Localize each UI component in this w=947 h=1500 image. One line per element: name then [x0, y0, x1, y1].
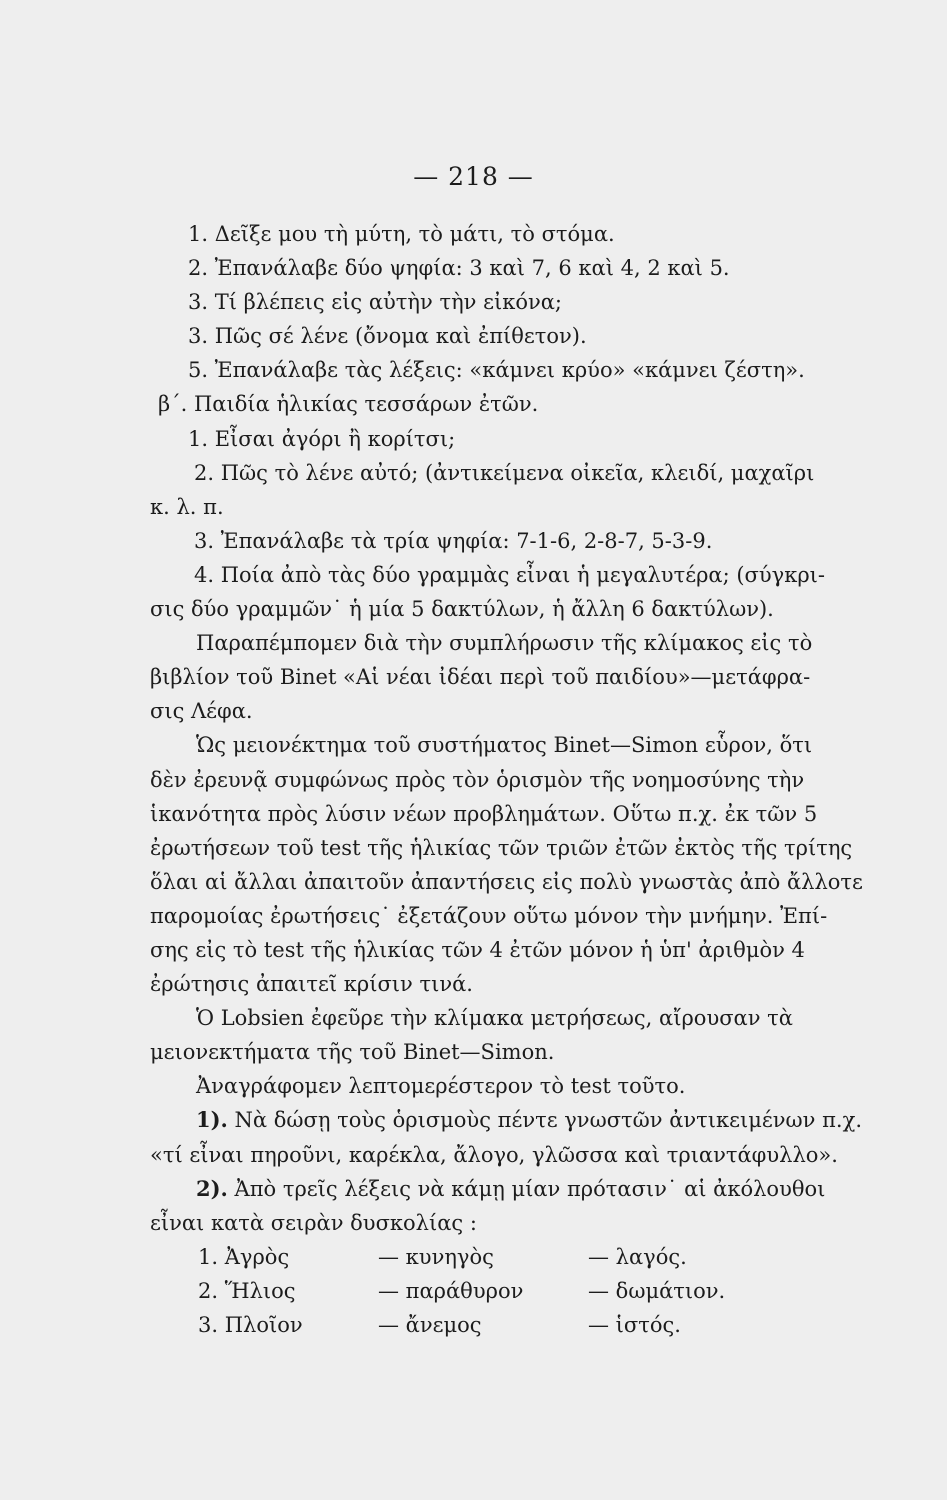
text-line: 1. Εἶσαι ἀγόρι ἢ κορίτσι; [188, 426, 456, 451]
item-text: Ἀπὸ τρεῖς λέξεις νὰ κάμῃ μίαν πρότασιν˙ αἱ ἀκόλουθοι [227, 1176, 826, 1201]
text-line: Παραπέμπομεν διὰ τὴν συμπλήρωσιν τῆς κλίμακος εἰς τὸ [196, 631, 813, 656]
text-line: ὅλαι αἱ ἄλλαι ἀπαιτοῦν ἀπαντήσεις εἰς πολὺ γνωστὰς ἀπὸ ἄλλοτε [150, 869, 863, 894]
text-line: εἶναι κατὰ σειρὰν δυσκολίας : [150, 1210, 477, 1235]
test-item-1 [150, 1103, 902, 1137]
text-line: παρομοίας ἐρωτήσεις˙ ἐξετάζουν οὕτω μόνον τὴν μνήμην. Ἐπί- [150, 903, 828, 928]
section-heading: β΄. Παιδία ἡλικίας τεσσάρων ἐτῶν. [158, 392, 539, 417]
item-number: 1). [196, 1107, 228, 1133]
text-line: σις Λέφα. [150, 699, 253, 724]
text-line: 3. Τί βλέπεις εἰς αὐτὴν τὴν εἰκόνα; [188, 290, 562, 315]
text-line: 4. Ποία ἀπὸ τὰς δύο γραμμὰς εἶναι ἡ μεγαλυτέρα; (σύγκρι- [194, 562, 825, 587]
text-line: ἐρώτησις ἀπαιτεῖ κρίσιν τινά. [150, 972, 473, 997]
text-line: ἱκανότητα πρὸς λύσιν νέων προβλημάτων. Οὕτω π.χ. ἐκ τῶν 5 [150, 801, 818, 826]
text-line: 5. Ἐπανάλαβε τὰς λέξεις: «κάμνει κρύο» «κάμνει ζέστη». [188, 358, 805, 383]
page-number: — 218 — [413, 162, 534, 191]
text-line: 1. Δεῖξε μου τὴ μύτη, τὸ μάτι, τὸ στόμα. [188, 222, 615, 246]
test-item-2 [150, 1172, 902, 1206]
word-table-row [150, 1274, 902, 1308]
text-line: δὲν ἐρευνᾷ συμφώνως πρὸς τὸν ὁρισμὸν τῆς νοημοσύνης τὴν [150, 767, 805, 792]
text-line: Ὁ Lobsien ἐφεῦρε τὴν κλίμακα μετρήσεως, αἴρουσαν τὰ [196, 1006, 793, 1031]
text-line: «τί εἶναι πηροῦνι, καρέκλα, ἄλογο, γλῶσσα καὶ τριαντάφυλλο». [150, 1142, 838, 1167]
text-line: κ. λ. π. [150, 494, 224, 519]
text-line: 3. Ἐπανάλαβε τὰ τρία ψηφία: 7-1-6, 2-8-7, 5-3-9. [194, 528, 713, 553]
text-line: 2. Πῶς τὸ λένε αὐτό; (ἀντικείμενα οἰκεῖα, κλειδί, μαχαῖρι [194, 460, 815, 485]
text-line: ἐρωτήσεων τοῦ test τῆς ἡλικίας τῶν τριῶν ἐτῶν ἐκτὸς τῆς τρίτης [150, 835, 853, 860]
word-2: — παράθυρον [378, 1278, 524, 1303]
word-2: — κυνηγὸς [378, 1244, 494, 1269]
word-3: — ἱστός. [588, 1313, 681, 1337]
text-line: σις δύο γραμμῶν˙ ἡ μία 5 δακτύλων, ἡ ἄλλη 6 δακτύλων). [150, 597, 774, 622]
word-3: — δωμάτιον. [588, 1278, 726, 1303]
text-line: Ὡς μειονέκτημα τοῦ συστήματος Binet—Simon εὗρον, ὅτι [196, 733, 813, 758]
word-1: 3. Πλοῖον [198, 1313, 303, 1337]
text-line: 3. Πῶς σέ λένε (ὄνομα καὶ ἐπίθετον). [188, 324, 587, 349]
item-text: Νὰ δώσῃ τοὺς ὁρισμοὺς πέντε γνωστῶν ἀντικειμένων π.χ. [227, 1108, 862, 1133]
word-1: 1. Ἀγρὸς [198, 1244, 290, 1269]
text-line: βιβλίον τοῦ Binet «Αἱ νέαι ἰδέαι περὶ τοῦ παιδίου»—μετάφρα- [150, 665, 811, 690]
item-number: 2). [196, 1175, 228, 1201]
word-3: — λαγός. [588, 1244, 687, 1269]
text-line: Ἀναγράφομεν λεπτομερέστερον τὸ test τοῦτο. [196, 1074, 686, 1099]
word-table-row [150, 1240, 902, 1274]
word-table-row [150, 1308, 902, 1342]
text-line: 2. Ἐπανάλαβε δύο ψηφία: 3 καὶ 7, 6 καὶ 4, 2 καὶ 5. [188, 256, 730, 281]
word-1: 2. Ἥλιος [198, 1278, 296, 1303]
page-body [150, 217, 902, 1342]
text-line: σης εἰς τὸ test τῆς ἡλικίας τῶν 4 ἐτῶν μόνον ἡ ὑπ' ἀριθμὸν 4 [150, 937, 805, 962]
word-2: — ἄνεμος [378, 1313, 482, 1337]
text-line: μειονεκτήματα τῆς τοῦ Binet—Simon. [150, 1040, 555, 1065]
